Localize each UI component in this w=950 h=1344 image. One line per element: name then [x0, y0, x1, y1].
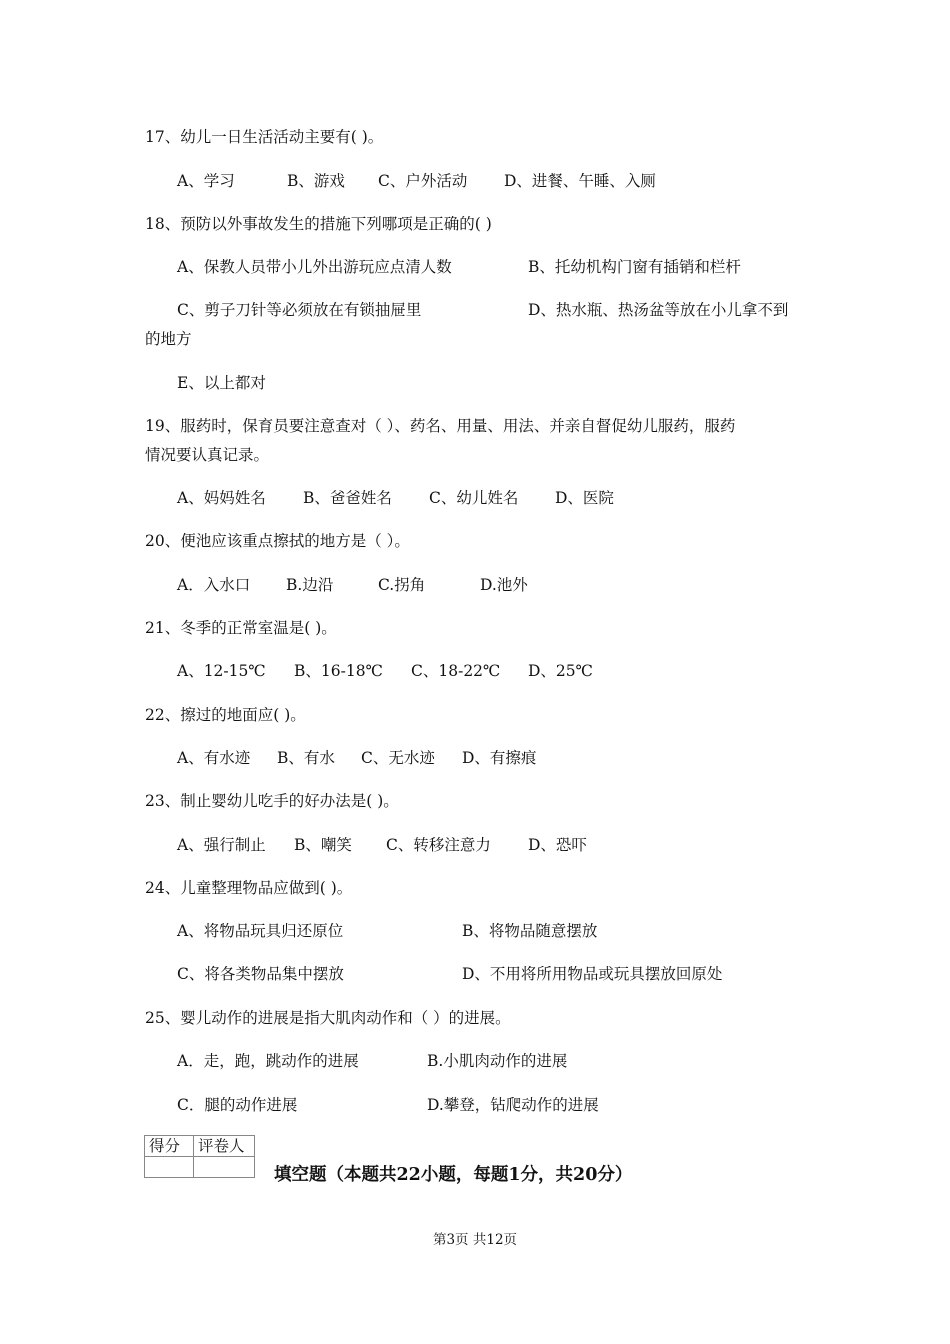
page-footer: 第3页 共12页 — [432, 1232, 518, 1248]
question-24: 24、儿童整理物品应做到( )。 — [145, 879, 353, 897]
q20-option-a: A．入水口 — [177, 576, 251, 594]
q20-option-d: D.池外 — [480, 576, 528, 594]
q24-option-b: B、将物品随意摆放 — [462, 922, 598, 940]
q25-option-a: A．走，跑，跳动作的进展 — [177, 1052, 359, 1070]
q19-option-d: D、医院 — [555, 489, 614, 507]
q23-option-b: B、嘲笑 — [294, 836, 352, 854]
reviewer-cell — [194, 1157, 255, 1178]
question-19-continued: 情况要认真记录。 — [145, 446, 270, 464]
q22-option-b: B、有水 — [277, 749, 335, 767]
q21-option-c: C、18-22℃ — [411, 662, 501, 680]
q17-option-b: B、游戏 — [287, 172, 345, 190]
question-21: 21、冬季的正常室温是( )。 — [145, 619, 337, 637]
question-23: 23、制止婴幼儿吃手的好办法是( )。 — [145, 792, 399, 810]
question-17: 17、幼儿一日生活活动主要有( )。 — [145, 128, 384, 146]
q25-option-b: B.小肌肉动作的进展 — [427, 1052, 568, 1070]
q19-option-c: C、幼儿姓名 — [429, 489, 519, 507]
q24-option-a: A、将物品玩具归还原位 — [177, 922, 344, 940]
q18-option-d-continued: 的地方 — [145, 330, 192, 348]
q20-option-b: B.边沿 — [286, 576, 334, 594]
score-cell — [145, 1157, 194, 1178]
q18-option-c: C、剪子刀针等必须放在有锁抽屉里 — [177, 301, 422, 319]
question-18: 18、预防以外事故发生的措施下列哪项是正确的( ) — [145, 215, 492, 233]
q22-option-a: A、有水迹 — [177, 749, 251, 767]
q23-option-a: A、强行制止 — [177, 836, 266, 854]
question-19: 19、服药时，保育员要注意查对（ ）、药名、用量、用法、并亲自督促幼儿服药，服药 — [145, 417, 736, 435]
reviewer-header: 评卷人 — [194, 1136, 255, 1157]
q21-option-a: A、12-15℃ — [177, 662, 266, 680]
question-25: 25、婴儿动作的进展是指大肌肉动作和（ ）的进展。 — [145, 1009, 511, 1027]
q18-option-d: D、热水瓶、热汤盆等放在小儿拿不到 — [528, 301, 789, 319]
q17-option-a: A、学习 — [177, 172, 235, 190]
q19-option-b: B、爸爸姓名 — [303, 489, 392, 507]
q17-option-d: D、进餐、午睡、入厕 — [504, 172, 656, 190]
q21-option-d: D、25℃ — [528, 662, 593, 680]
q24-option-c: C、将各类物品集中摆放 — [177, 965, 344, 983]
question-22: 22、擦过的地面应( )。 — [145, 706, 306, 724]
q19-option-a: A、妈妈姓名 — [177, 489, 266, 507]
q18-option-e: E、以上都对 — [177, 374, 266, 392]
score-header: 得分 — [145, 1136, 194, 1157]
q17-option-c: C、户外活动 — [378, 172, 468, 190]
q18-option-a: A、保教人员带小儿外出游玩应点清人数 — [177, 258, 452, 276]
q18-option-b: B、托幼机构门窗有插销和栏杆 — [528, 258, 741, 276]
q25-option-d: D.攀登，钻爬动作的进展 — [427, 1096, 599, 1114]
question-20: 20、便池应该重点擦拭的地方是（ ）。 — [145, 532, 410, 550]
q22-option-c: C、无水迹 — [361, 749, 435, 767]
q20-option-c: C.拐角 — [378, 576, 426, 594]
q21-option-b: B、16-18℃ — [294, 662, 383, 680]
q22-option-d: D、有擦痕 — [462, 749, 537, 767]
score-table — [144, 1135, 255, 1178]
q24-option-d: D、不用将所用物品或玩具摆放回原处 — [462, 965, 723, 983]
q23-option-c: C、转移注意力 — [386, 836, 491, 854]
q25-option-c: C．腿的动作进展 — [177, 1096, 298, 1114]
q23-option-d: D、恐吓 — [528, 836, 587, 854]
section-title: 填空题（本题共22小题，每题1分，共20分） — [274, 1165, 633, 1185]
